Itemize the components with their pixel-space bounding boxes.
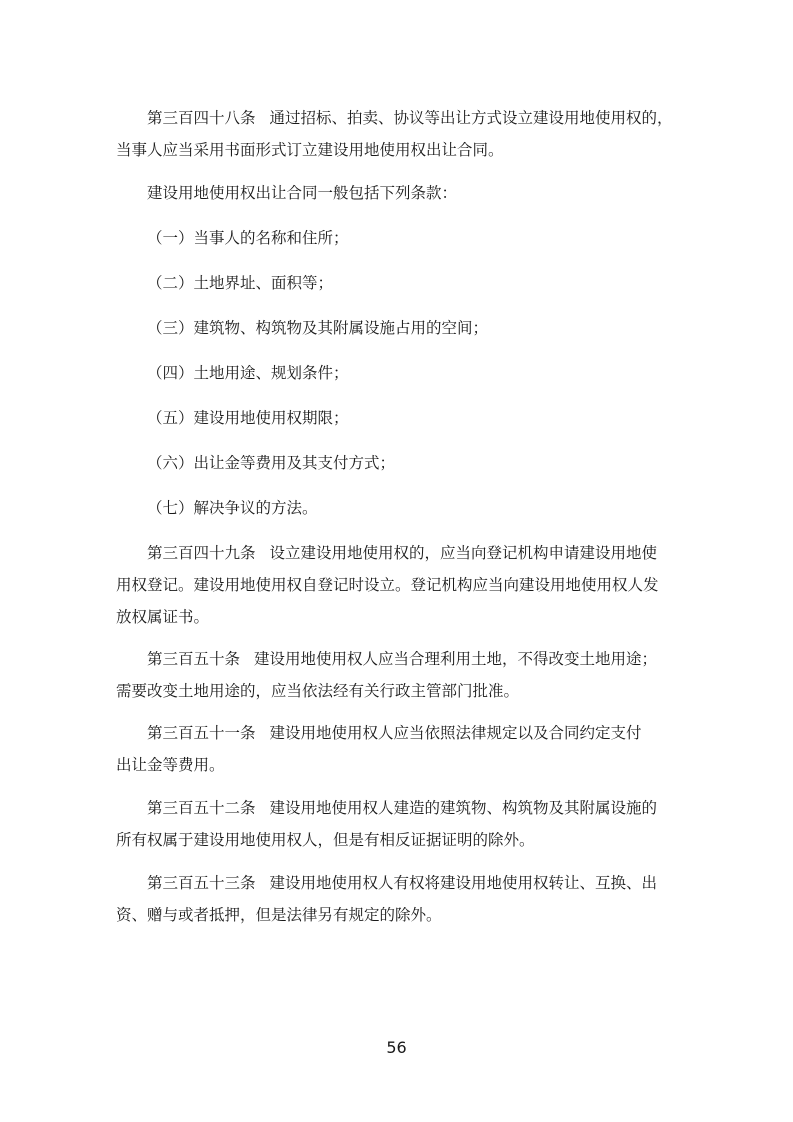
- article-number: 第三百五十二条: [147, 799, 256, 817]
- clause-item-line: （五）建设用地使用权期限；: [147, 409, 349, 427]
- article-349-line-1: 第三百四十九条 设立建设用地使用权的，应当向登记机构申请建设用地使: [147, 544, 658, 562]
- clause-item-line: （七）解决争议的方法。: [147, 499, 318, 517]
- article-351-line-1: 第三百五十一条 建设用地使用权人应当依照法律规定以及合同约定支付: [147, 724, 642, 742]
- article-number: 第三百四十八条: [147, 109, 256, 127]
- clause-item-line: （三）建筑物、构筑物及其附属设施占用的空间；: [147, 319, 489, 337]
- article-349-line-2: 用权登记。建设用地使用权自登记时设立。登记机构应当向建设用地使用权人发: [116, 576, 659, 594]
- article-352-line-1: 第三百五十二条 建设用地使用权人建造的建筑物、构筑物及其附属设施的: [147, 799, 658, 817]
- article-350: [116, 643, 676, 707]
- article-352: [116, 792, 676, 856]
- clause-item-3: [116, 312, 676, 344]
- clause-item-7: [116, 492, 676, 524]
- article-number: 第三百五十一条: [147, 724, 256, 742]
- clause-item-line: （四）土地用途、规划条件；: [147, 364, 349, 382]
- article-351-line-2: 出让金等费用。: [116, 756, 225, 774]
- clause-item-line: （一）当事人的名称和住所；: [147, 229, 349, 247]
- clause-item-6: [116, 447, 676, 479]
- article-348-line-1: 第三百四十八条 通过招标、拍卖、协议等出让方式设立建设用地使用权的，: [147, 109, 673, 127]
- article-352-line-2: 所有权属于建设用地使用权人，但是有相反证据证明的除外。: [116, 831, 535, 849]
- article-351: [116, 717, 676, 781]
- article-350-line-2: 需要改变土地用途的，应当依法经有关行政主管部门批准。: [116, 682, 520, 700]
- clause-item-1: [116, 222, 676, 254]
- article-348: [116, 102, 676, 166]
- clause-intro: [116, 177, 676, 209]
- clause-item-line: （六）出让金等费用及其支付方式；: [147, 454, 396, 472]
- clause-item-4: [116, 357, 676, 389]
- clause-intro-line: 建设用地使用权出让合同一般包括下列条款：: [147, 184, 458, 202]
- article-349: [116, 537, 676, 633]
- article-353-line-1: 第三百五十三条 建设用地使用权人有权将建设用地使用权转让、互换、出: [147, 874, 658, 892]
- article-number: 第三百五十三条: [147, 874, 256, 892]
- article-number: 第三百四十九条: [147, 544, 256, 562]
- article-number: 第三百五十条: [147, 650, 241, 668]
- article-349-line-3: 放权属证书。: [116, 608, 210, 626]
- article-353-line-2: 资、赠与或者抵押，但是法律另有规定的除外。: [116, 906, 442, 924]
- page-number: 56: [386, 1038, 407, 1057]
- article-353: [116, 867, 676, 931]
- clause-item-5: [116, 402, 676, 434]
- clause-item-2: [116, 267, 676, 299]
- clause-item-line: （二）土地界址、面积等；: [147, 274, 334, 292]
- article-350-line-1: 第三百五十条 建设用地使用权人应当合理利用土地，不得改变土地用途；: [147, 650, 658, 668]
- article-348-line-2: 当事人应当采用书面形式订立建设用地使用权出让合同。: [116, 141, 504, 159]
